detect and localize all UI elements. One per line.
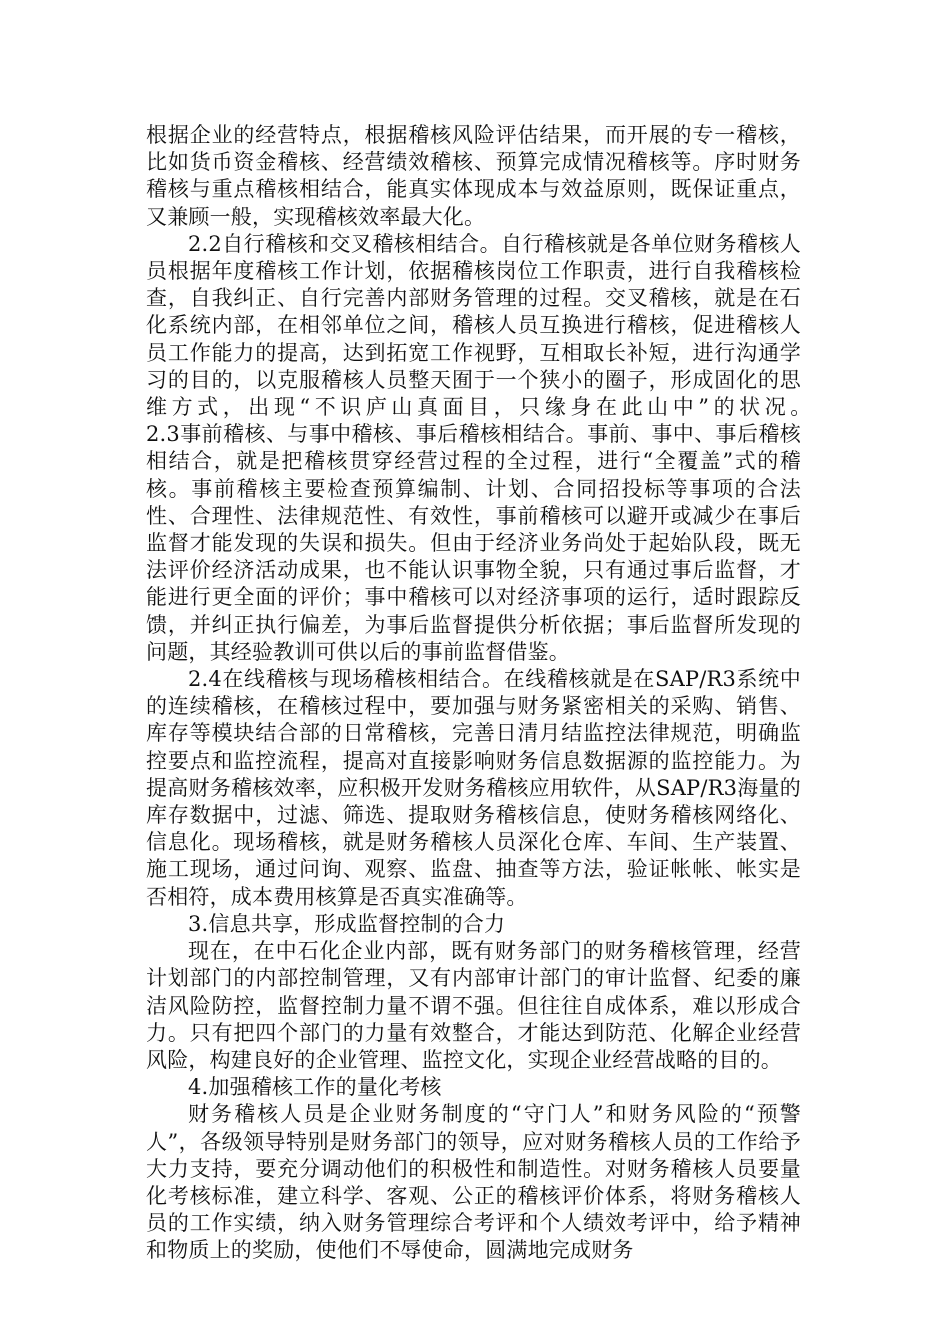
heading-section-4: 4.加强稽核工作的量化考核 xyxy=(188,1075,442,1100)
heading-section-3: 3.信息共享，形成监督控制的合力 xyxy=(188,911,506,936)
paragraph-section-3-body: 现在，在中石化企业内部，既有财务部门的财务稽核管理，经营计划部门的内部控制管理，又有内部审计部门的审计监督、纪委的廉洁风险防控，监督控制力量不谓不强。但往往自成体系，难以形成合力。只有把四个部门的力量有效整合，才能达到防范、化解企业经营风险，构建良好的企业管理、监控文化，实现企业经营战略的目的。 xyxy=(146,939,801,1072)
paragraph-continued-intro: 根据企业的经营特点，根据稽核风险评估结果，而开展的专一稽核，比如货币资金稽核、经营绩效稽核、预算完成情况稽核等。序时财务稽核与重点稽核相结合，能真实体现成本与效益原则，既保证重点，又兼顾一般，实现稽核效率最大化。 xyxy=(146,123,801,229)
document-body xyxy=(146,122,886,1265)
paragraph-section-2-4: 2.4在线稽核与现场稽核相结合。在线稽核就是在SAP/R3系统中的连续稽核，在稽核过程中，要加强与财务紧密相关的采购、销售、库存等模块结合部的日常稽核，完善日清月结监控法律规范，明确监控要点和监控流程，提高对直接影响财务信息数据源的监控能力。为提高财务稽核效率，应积极开发财务稽核应用软件，从SAP/R3海量的库存数据中，过滤、筛选、提取财务稽核信息，使财务稽核网络化、信息化。现场稽核，就是财务稽核人员深化仓库、车间、生产装置、施工现场，通过问询、观察、监盘、抽查等方法，验证帐帐、帐实是否相符，成本费用核算是否真实准确等。 xyxy=(146,667,801,909)
paragraph-section-2-2-and-2-3: 2.2自行稽核和交叉稽核相结合。自行稽核就是各单位财务稽核人员根据年度稽核工作计划，依据稽核岗位工作职责，进行自我稽核检查，自我纠正、自行完善内部财务管理的过程。交叉稽核，就是在石化系统内部，在相邻单位之间，稽核人员互换进行稽核，促进稽核人员工作能力的提高，达到拓宽工作视野，互相取长补短，进行沟通学习的目的，以克服稽核人员整天囿于一个狭小的圈子，形成固化的思维方式，出现“不识庐山真面目，只缘身在此山中”的状况。 2.3事前稽核、与事中稽核、事后稽核相结合。事前、事中、事后稽核相结合，就是把稽核贯穿经营过程的全过程，进行“全覆盖”式的稽核。事前稽核主要检查预算编制、计划、合同招投标等事项的合法性、合理性、法律规范性、有效性，事前稽核可以避开或减少在事后监督才能发现的失误和损失。但由于经济业务尚处于起始队段，既无法评价经济活动成果，也不能认识事物全貌，只有通过事后监督，才能进行更全面的评价；事中稽核可以对经济事项的运行，适时跟踪反馈，并纠正执行偏差，为事后监督提供分析依据；事后监督所发现的问题，其经验教训可供以后的事前监督借鉴。 xyxy=(146,231,886,664)
paragraph-section-4-body: 财务稽核人员是企业财务制度的“守门人”和财务风险的“预警人”，各级领导特别是财务部门的领导，应对财务稽核人员的工作给予大力支持，要充分调动他们的积极性和制造性。对财务稽核人员要量化考核标准，建立科学、客观、公正的稽核评价体系，将财务稽核人员的工作实绩，纳入财务管理综合考评和个人绩效考评中，给予精神和物质上的奖励，使他们不辱使命，圆满地完成财务 xyxy=(146,1102,801,1263)
